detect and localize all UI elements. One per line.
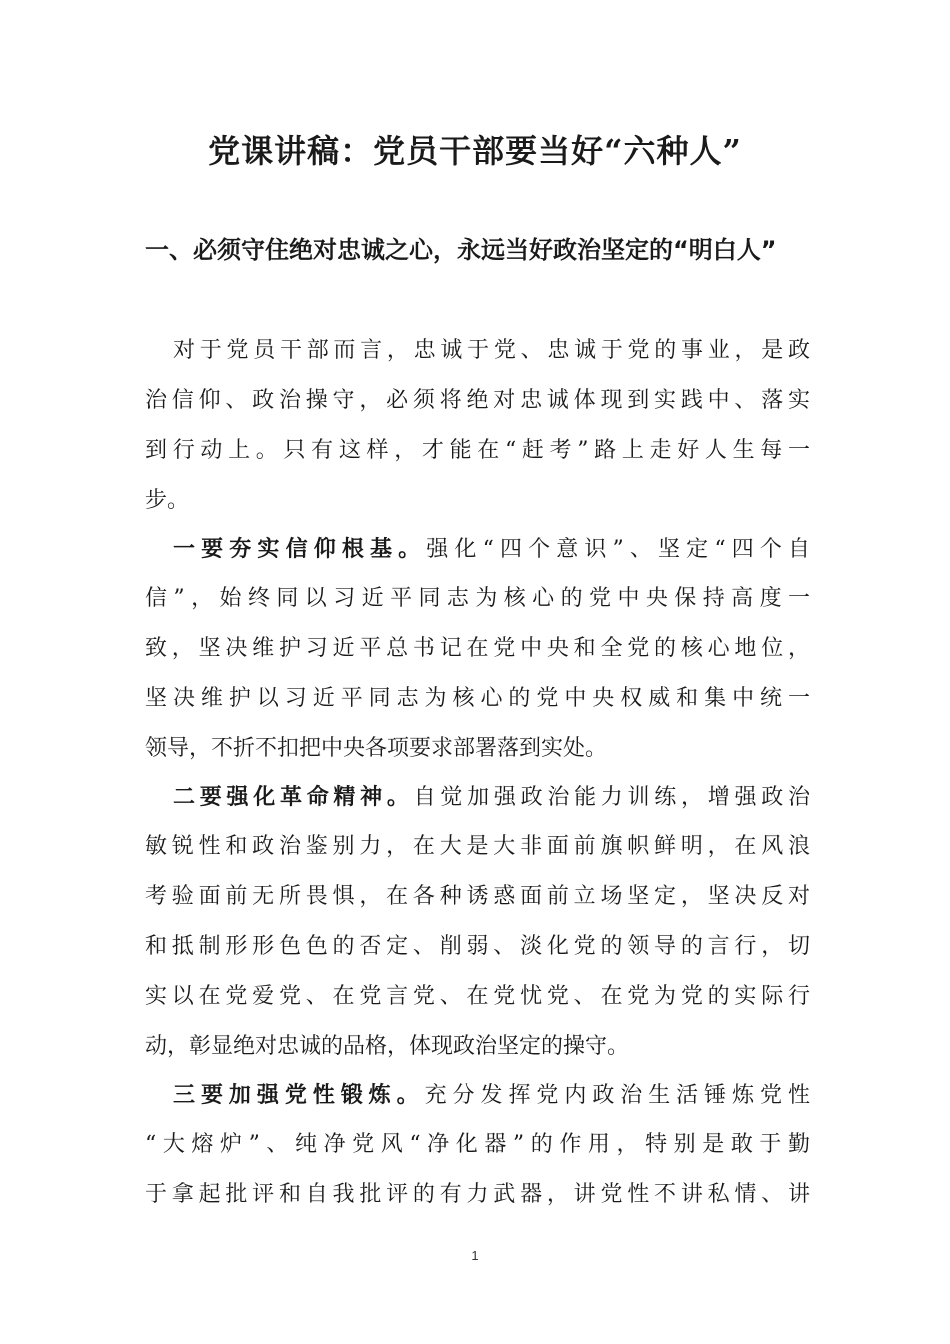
point-three-lead: 三要加强党性锻炼。 <box>173 1082 425 1108</box>
paragraph-line: 坚决维护以习近平同志为核心的党中央权威和集中统一 <box>145 686 810 711</box>
document-title: 党课讲稿：党员干部要当好“六种人” <box>208 132 742 170</box>
paragraph-line <box>145 524 810 574</box>
point-two-paragraph <box>145 772 810 1072</box>
intro-paragraph <box>145 326 810 526</box>
paragraph-line: 信”，始终同以习近平同志为核心的党中央保持高度一 <box>145 586 810 611</box>
paragraph-line: 治信仰、政治操守，必须将绝对忠诚体现到实践中、落实 <box>145 388 810 413</box>
paragraph-line: “大熔炉”、纯净党风“净化器”的作用，特别是敢于勤 <box>145 1132 810 1157</box>
paragraph-line: 领导，不折不扣把中央各项要求部署落到实处。 <box>145 736 608 761</box>
paragraph-line: 动，彰显绝对忠诚的品格，体现政治坚定的操守。 <box>145 1034 630 1059</box>
paragraph-line: 致，坚决维护习近平总书记在党中央和全党的核心地位， <box>145 636 810 661</box>
paragraph-line: 考验面前无所畏惧，在各种诱惑面前立场坚定，坚决反对 <box>145 884 810 909</box>
section-heading: 一、必须守住绝对忠诚之心，永远当好政治坚定的“明白人” <box>145 236 777 264</box>
paragraph-line: 于拿起批评和自我批评的有力武器，讲党性不讲私情、讲 <box>145 1182 810 1207</box>
paragraph-line: 步。 <box>145 488 190 513</box>
paragraph-line: 对于党员干部而言，忠诚于党、忠诚于党的事业，是政 <box>173 338 810 363</box>
paragraph-line: 到行动上。只有这样，才能在“赶考”路上走好人生每一 <box>145 438 810 463</box>
point-one-lead: 一要夯实信仰根基。 <box>173 536 427 562</box>
point-two-lead: 二要强化革命精神。 <box>173 784 414 810</box>
point-three-paragraph <box>145 1070 810 1220</box>
page-number: 1 <box>471 1248 479 1263</box>
point-three-text: 充分发挥党内政治生活锤炼党性 <box>424 1083 810 1108</box>
point-one-text: 强化“四个意识”、坚定“四个自 <box>426 537 810 562</box>
paragraph-line <box>145 1070 810 1120</box>
paragraph-line: 敏锐性和政治鉴别力，在大是大非面前旗帜鲜明，在风浪 <box>145 834 810 859</box>
paragraph-line: 实以在党爱党、在党言党、在党忧党、在党为党的实际行 <box>145 984 810 1009</box>
point-two-text: 自觉加强政治能力训练，增强政治 <box>413 785 810 810</box>
paragraph-line <box>145 772 810 822</box>
paragraph-line: 和抵制形形色色的否定、削弱、淡化党的领导的言行，切 <box>145 934 810 959</box>
point-one-paragraph <box>145 524 810 774</box>
